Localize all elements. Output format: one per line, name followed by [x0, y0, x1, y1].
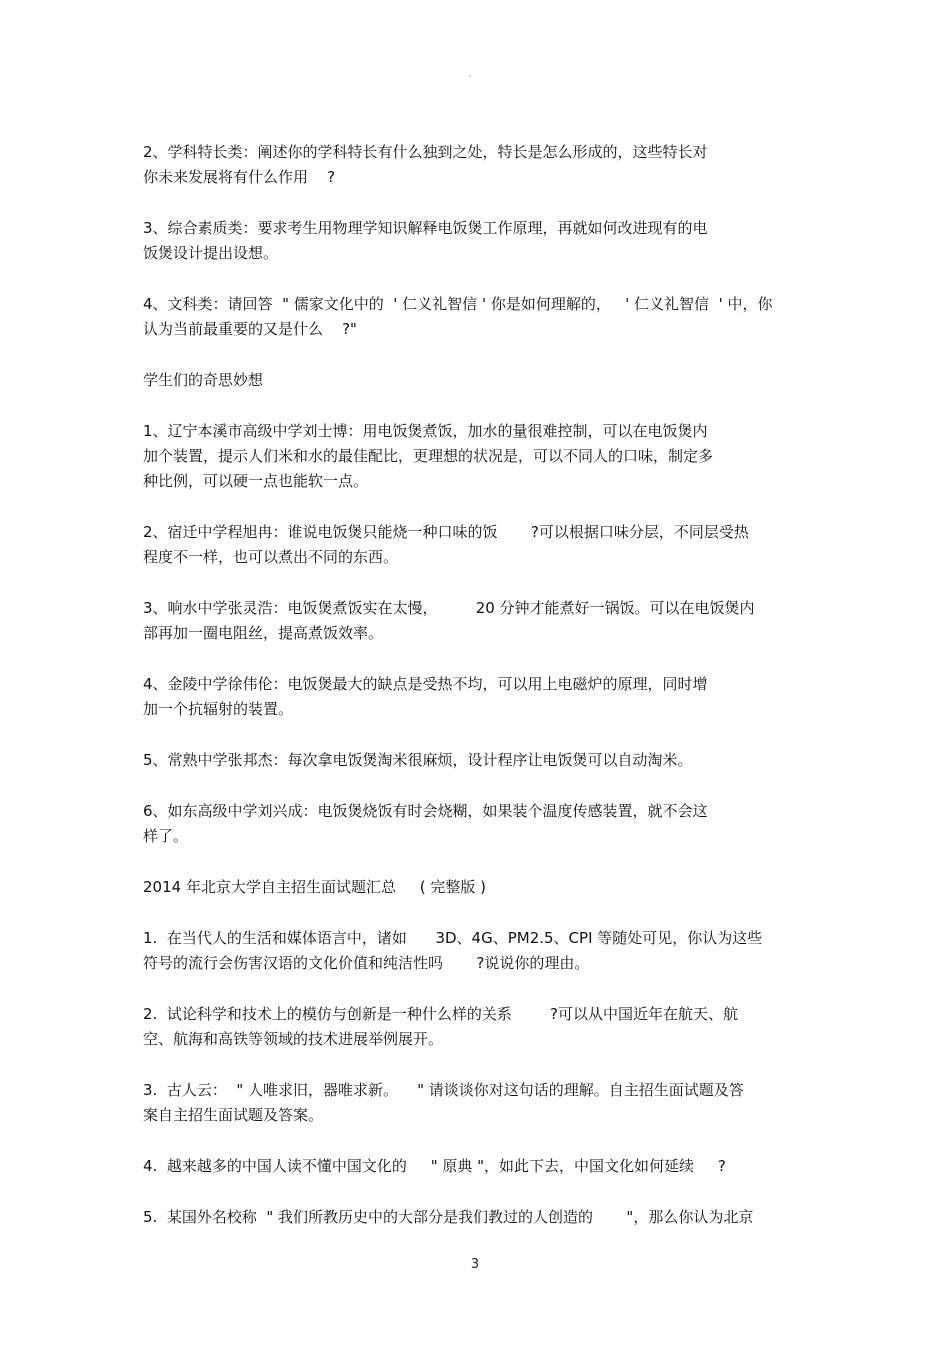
text-line: 2、宿迁中学程旭冉：谁说电饭煲只能烧一种口味的饭 ?可以根据口味分层，不同层受热 [143, 523, 749, 541]
text-line: 学生们的奇思妙想 [143, 371, 264, 389]
text-line: 1. 在当代人的生活和媒体语言中，诸如 3D、4G、PM2.5、CPI 等随处可见，你认为这些 [143, 929, 763, 947]
text-line: 5. 某国外名校称 " 我们所教历史中的大部分是我们教过的人创造的 "，那么你认为北京 [143, 1208, 754, 1226]
paragraph [143, 292, 823, 342]
paragraph [143, 216, 823, 266]
text-line: 4. 越来越多的中国人读不懂中国文化的 " 原典 "，如此下去，中国文化如何延续 ? [143, 1157, 726, 1175]
text-line: 4、文科类：请回答 " 儒家文化中的 ' 仁义礼智信 ' 你是如何理解的， ' 仁义礼智信 ' 中，你 [143, 295, 773, 313]
text-line: 认为当前最重要的又是什么 ?" [143, 320, 357, 338]
text-line: 3、响水中学张灵浩：电饭煲煮饭实在太慢， 20 分钟才能煮好一锅饭。可以在电饭煲内 [143, 599, 755, 617]
paragraph [143, 1154, 823, 1179]
paragraph [143, 520, 823, 570]
paragraph [143, 799, 823, 849]
paragraph [143, 926, 823, 976]
header-mark: 。 [468, 69, 478, 79]
text-line: 加一个抗辐射的装置。 [143, 700, 294, 718]
paragraph [143, 672, 823, 722]
paragraph [143, 1078, 823, 1128]
paragraph [143, 368, 823, 393]
text-line: 3. 古人云： " 人唯求旧，器唯求新。 " 请谈谈你对这句话的理解。自主招生面试题及答 [143, 1081, 744, 1099]
text-line: 6、如东高级中学刘兴成：电饭煲烧饭有时会烧糊，如果装个温度传感装置，就不会这 [143, 802, 708, 820]
text-line: 你未来发展将有什么作用 ? [143, 168, 336, 186]
text-line: 2014 年北京大学自主招生面试题汇总 ( 完整版 ) [143, 878, 487, 896]
text-line: 符号的流行会伤害汉语的文化价值和纯洁性吗 ?说说你的理由。 [143, 954, 590, 972]
paragraph [143, 748, 823, 773]
text-line: 4、金陵中学徐伟伦：电饭煲最大的缺点是受热不均，可以用上电磁炉的原理，同时增 [143, 675, 708, 693]
paragraph [143, 1002, 823, 1052]
paragraph [143, 140, 823, 190]
text-line: 5、常熟中学张邦杰：每次拿电饭煲淘米很麻烦，设计程序让电饭煲可以自动淘米。 [143, 751, 693, 769]
page-number: 3 [470, 1257, 480, 1272]
paragraph [143, 419, 823, 494]
text-line: 部再加一圈电阻丝，提高煮饭效率。 [143, 624, 384, 642]
text-line: 1、辽宁本溪市高级中学刘士博：用电饭煲煮饭，加水的量很难控制，可以在电饭煲内 [143, 422, 708, 440]
text-line: 饭煲设计提出设想。 [143, 244, 279, 262]
text-line: 程度不一样，也可以煮出不同的东西。 [143, 548, 399, 566]
paragraph [143, 1205, 823, 1230]
text-line: 加个装置，提示人们米和水的最佳配比，更理想的状况是，可以不同人的口味，制定多 [143, 447, 714, 465]
text-line: 案自主招生面试题及答案。 [143, 1106, 324, 1124]
document-body [143, 140, 823, 1256]
text-line: 2、学科特长类：阐述你的学科特长有什么独到之处，特长是怎么形成的，这些特长对 [143, 143, 708, 161]
paragraph [143, 875, 823, 900]
text-line: 种比例，可以硬一点也能软一点。 [143, 472, 369, 490]
text-line: 2. 试论科学和技术上的模仿与创新是一种什么样的关系 ?可以从中国近年在航天、航 [143, 1005, 738, 1023]
text-line: 3、综合素质类：要求考生用物理学知识解释电饭煲工作原理，再就如何改进现有的电 [143, 219, 708, 237]
text-line: 样了。 [143, 827, 189, 845]
paragraph [143, 596, 823, 646]
text-line: 空、航海和高铁等领域的技术进展举例展开。 [143, 1030, 444, 1048]
